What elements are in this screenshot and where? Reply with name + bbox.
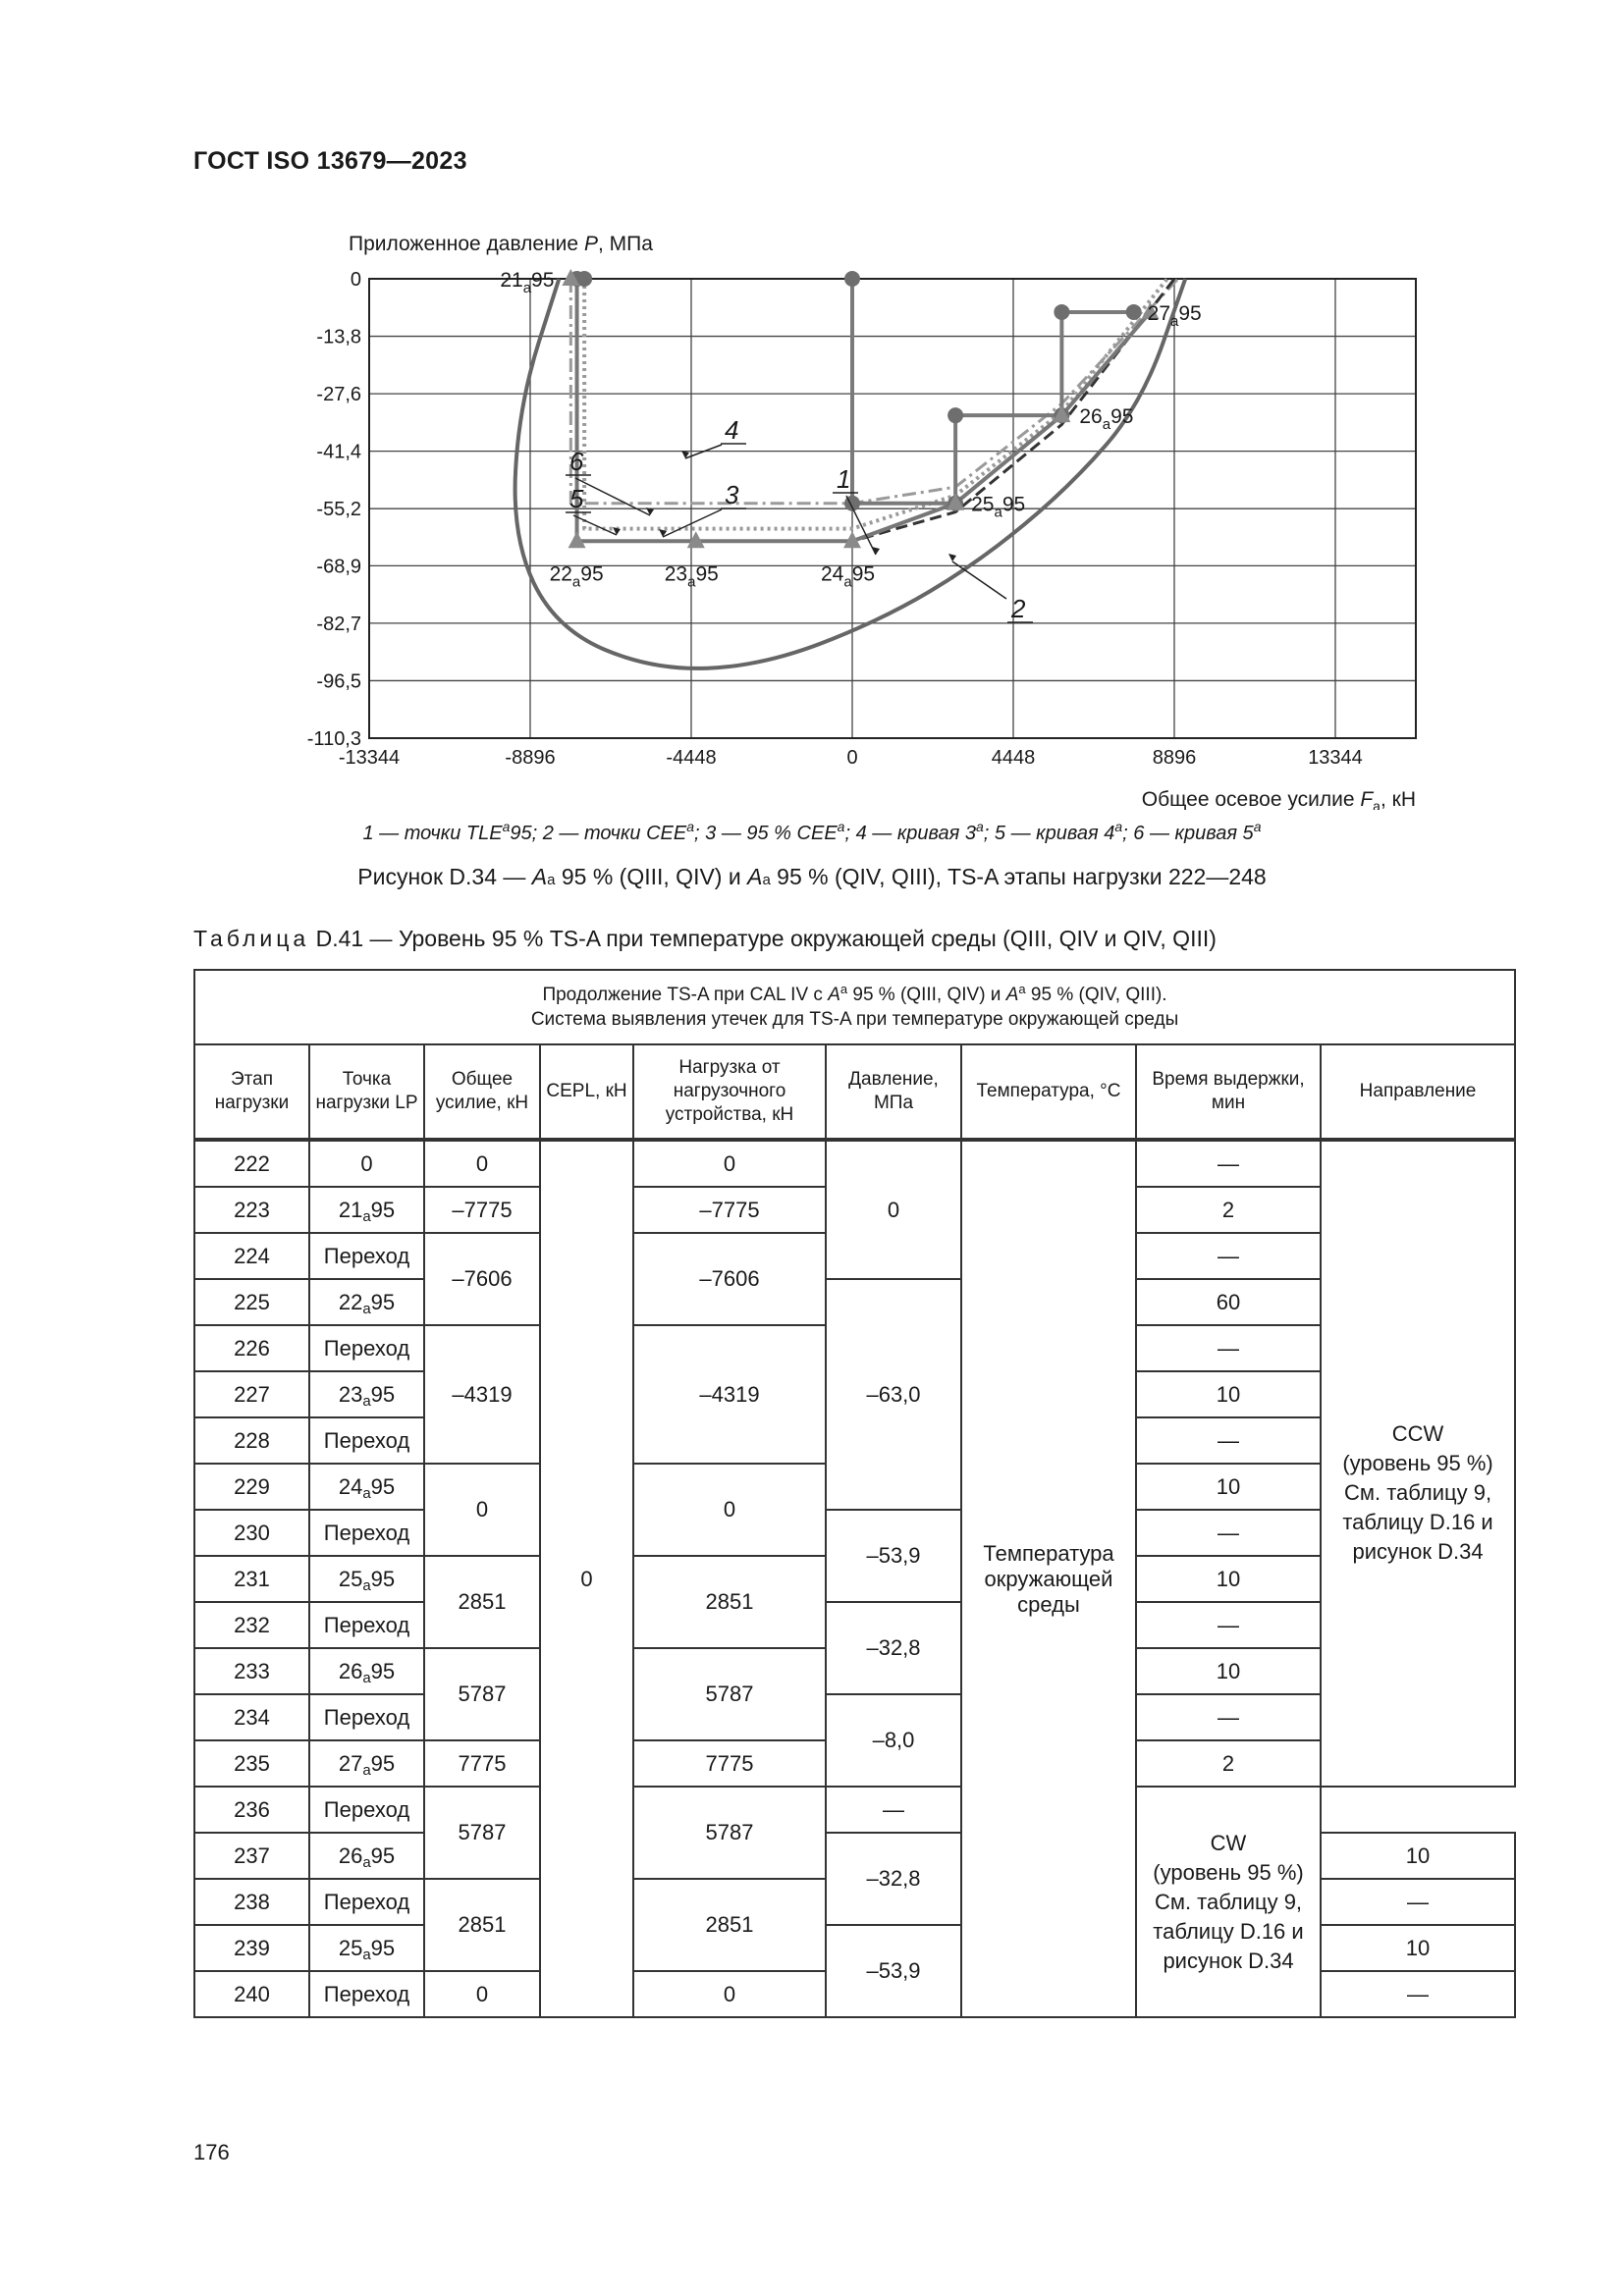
temperature-text: Температура окружающей среды — [983, 1540, 1114, 1617]
load-point-sub: a — [362, 1392, 371, 1410]
load-point-cell — [309, 1556, 424, 1602]
load-point-cell — [309, 1233, 424, 1279]
load-point-sub: a — [362, 1946, 371, 1963]
pressure-cell: –53,9 — [826, 1925, 961, 2017]
legend-number-1: 1 — [362, 823, 374, 844]
load-point-base: 21 — [338, 1197, 363, 1222]
legend-number-6: 6 — [1133, 823, 1145, 844]
total-force-cell: –7606 — [424, 1233, 540, 1325]
load-point-cell — [309, 1740, 424, 1787]
load-point-tail: 95 — [370, 1289, 396, 1314]
legend-text-2: — точки — [553, 823, 647, 844]
direction-cell — [1321, 1140, 1515, 1787]
load-point-sub: a — [362, 1853, 371, 1871]
point-label-sub: a — [1102, 416, 1111, 434]
table-row — [194, 1787, 1515, 1833]
total-force-cell: 0 — [424, 1140, 540, 1187]
load-point-tail: 95 — [370, 1381, 396, 1407]
table-span-header — [194, 970, 1515, 1044]
cepl-cell: 0 — [540, 1140, 633, 2017]
chart — [285, 221, 1424, 810]
load-point-base: 23 — [338, 1381, 363, 1407]
device-load-cell: 5787 — [633, 1787, 826, 1879]
callout-number-2: 2 — [1011, 594, 1026, 623]
point-label-sub: a — [522, 280, 532, 296]
total-force-cell: –4319 — [424, 1325, 540, 1464]
load-point-base: 22 — [338, 1289, 363, 1314]
point-label-sub: a — [843, 573, 852, 591]
load-point-cell — [309, 1187, 424, 1233]
temperature-cell — [961, 1140, 1136, 2017]
chart-svg — [285, 221, 1424, 810]
direction-line: (уровень 95 %) — [1342, 1451, 1493, 1475]
series-line-3 — [584, 279, 1167, 529]
legend-sup-6: a — [1253, 819, 1262, 834]
total-force-cell: 5787 — [424, 1648, 540, 1740]
y-axis-label-unit: , МПа — [597, 233, 653, 255]
hold-time-cell: — — [1136, 1325, 1321, 1371]
load-point-tail: 95 — [370, 1197, 396, 1222]
load-point-sub: a — [362, 1207, 371, 1225]
stage-cell: 237 — [194, 1833, 309, 1879]
load-point-cell — [309, 1694, 424, 1740]
figure-caption-a2: A — [747, 864, 763, 889]
hold-time-cell: — — [1136, 1417, 1321, 1464]
load-point-cell — [309, 1787, 424, 1833]
total-force-cell: 5787 — [424, 1787, 540, 1879]
y-tick-label: -55,2 — [316, 499, 361, 521]
direction-line: рисунок D.34 — [1163, 1948, 1294, 1973]
x-tick-label: 4448 — [991, 747, 1036, 769]
point-label-tail: 95 — [1178, 301, 1202, 325]
hold-time-cell: — — [1136, 1140, 1321, 1187]
load-point-text: Переход — [323, 1520, 410, 1545]
hold-time-cell: 10 — [1321, 1925, 1515, 1971]
legend-text-2b: CEE — [646, 823, 687, 844]
x-tick-label: -4448 — [666, 747, 717, 769]
load-point-text: Переход — [323, 1796, 410, 1822]
legend-text-2c: ; — [694, 823, 706, 844]
tle-point-marker — [947, 407, 963, 423]
direction-line: (уровень 95 %) — [1153, 1859, 1304, 1885]
table-row — [194, 1140, 1515, 1187]
load-point-tail: 95 — [370, 1750, 396, 1776]
point-label-sub: a — [687, 573, 696, 591]
col-header-total-force: Общее усилие, кН — [424, 1044, 540, 1140]
load-point-cell — [309, 1971, 424, 2017]
callout-leader — [573, 515, 617, 535]
direction-cell — [1136, 1787, 1321, 2017]
point-label — [500, 269, 554, 296]
device-load-cell: –4319 — [633, 1325, 826, 1464]
legend-text-4c: ; — [983, 823, 995, 844]
legend-sup-3: a — [837, 819, 845, 834]
load-point-sub: a — [362, 1761, 371, 1779]
device-load-cell: 0 — [633, 1464, 826, 1556]
load-point-text: Переход — [323, 1612, 410, 1637]
point-label-sub: a — [1170, 312, 1179, 330]
stage-cell: 223 — [194, 1187, 309, 1233]
point-label-base: 24 — [821, 562, 844, 586]
span-header-a1-sup: a — [839, 981, 848, 996]
direction-line: См. таблицу 9, — [1154, 1889, 1303, 1914]
figure-legend — [0, 819, 1624, 845]
col-header-stage: Этап нагрузки — [194, 1044, 309, 1140]
load-point-text: Переход — [323, 1981, 410, 2006]
x-axis-label-text: Общее осевое усилие — [1141, 788, 1361, 810]
point-label-tail: 95 — [531, 269, 555, 292]
pressure-cell: –8,0 — [826, 1694, 961, 1787]
figure-caption-mid1: 95 % (QIII, QIV) и — [555, 864, 748, 889]
stage-cell: 231 — [194, 1556, 309, 1602]
hold-time-cell: 60 — [1136, 1279, 1321, 1325]
stage-cell: 228 — [194, 1417, 309, 1464]
point-label-tail: 95 — [1110, 405, 1134, 429]
direction-line: таблицу D.16 и — [1153, 1918, 1304, 1944]
total-force-cell: –7775 — [424, 1187, 540, 1233]
load-point-base: 27 — [338, 1750, 363, 1776]
stage-cell: 230 — [194, 1510, 309, 1556]
y-axis-label-var: P — [583, 233, 598, 255]
device-load-cell: 0 — [633, 1971, 826, 2017]
load-point-sub: a — [362, 1300, 371, 1317]
col-header-device-load: Нагрузка от нагрузочного устройства, кН — [633, 1044, 826, 1140]
y-tick-label: -110,3 — [306, 728, 361, 750]
y-axis-label-text: Приложенное давление — [349, 233, 584, 255]
point-label-base: 26 — [1079, 405, 1103, 429]
hold-time-cell: — — [1321, 1971, 1515, 2017]
legend-text-3: — 95 % — [716, 823, 797, 844]
stage-cell: 225 — [194, 1279, 309, 1325]
device-load-cell: –7606 — [633, 1233, 826, 1325]
legend-number-2: 2 — [542, 823, 554, 844]
tle-point-marker — [1054, 304, 1069, 320]
span-header-a2-sup: a — [1018, 981, 1026, 996]
figure-caption-mid2: 95 % (QIV, QIII), TS-A этапы нагрузки 222—248 — [770, 864, 1267, 889]
load-point-cell — [309, 1602, 424, 1648]
table-row — [194, 1694, 1515, 1740]
pressure-cell: –53,9 — [826, 1510, 961, 1602]
hold-time-cell: — — [1136, 1602, 1321, 1648]
load-point-sub: a — [362, 1576, 371, 1594]
table-caption-word: Таблица — [193, 926, 310, 951]
figure-caption-a1-sup: a — [547, 872, 556, 888]
pressure-cell: 0 — [826, 1140, 961, 1279]
load-point-cell — [309, 1417, 424, 1464]
load-point-tail: 95 — [370, 1842, 396, 1868]
total-force-cell: 0 — [424, 1971, 540, 2017]
callout-number-4: 4 — [725, 415, 739, 445]
hold-time-cell: 10 — [1136, 1464, 1321, 1510]
tle-point-marker — [1126, 304, 1142, 320]
figure-caption-prefix: Рисунок D.34 — — [357, 864, 532, 889]
page-number: 176 — [193, 2140, 230, 2164]
device-load-cell: 0 — [633, 1140, 826, 1187]
table-row — [194, 1510, 1515, 1556]
table-caption — [193, 926, 1217, 952]
legend-sup-1: a — [502, 819, 511, 834]
load-point-text: Переход — [323, 1243, 410, 1268]
load-point-cell — [309, 1648, 424, 1694]
stage-cell: 239 — [194, 1925, 309, 1971]
x-axis-label — [1142, 788, 1416, 810]
point-label-tail: 95 — [695, 562, 719, 586]
load-point-cell — [309, 1371, 424, 1417]
legend-text-3c: ; — [844, 823, 856, 844]
span-header-line1c: 95 % (QIV, QIII). — [1025, 984, 1167, 1005]
figure-caption-a2-sup: a — [762, 872, 771, 888]
table-row — [194, 1602, 1515, 1648]
stage-cell: 229 — [194, 1464, 309, 1510]
col-header-load-point: Точка нагрузки LP — [309, 1044, 424, 1140]
point-label — [821, 562, 875, 590]
legend-number-3: 3 — [705, 823, 717, 844]
span-header-line2: Система выявления утечек для TS-A при температуре окружающей среды — [530, 1008, 1179, 1030]
point-label-tail: 95 — [580, 562, 604, 586]
load-point-cell — [309, 1325, 424, 1371]
series-line-1 — [852, 279, 1134, 504]
load-point-tail: 95 — [370, 1935, 396, 1960]
load-point-text: 0 — [360, 1150, 373, 1176]
hold-time-cell: — — [1136, 1233, 1321, 1279]
stage-cell: 224 — [194, 1233, 309, 1279]
direction-line: См. таблицу 9, — [1343, 1480, 1492, 1505]
table-row — [194, 1279, 1515, 1325]
pressure-cell: –32,8 — [826, 1602, 961, 1694]
stage-cell: 234 — [194, 1694, 309, 1740]
stage-cell: 235 — [194, 1740, 309, 1787]
x-tick-label: -8896 — [505, 747, 556, 769]
point-label-base: 21 — [500, 269, 523, 292]
total-force-cell: 2851 — [424, 1556, 540, 1648]
hold-time-cell: 2 — [1136, 1187, 1321, 1233]
total-force-cell: 2851 — [424, 1879, 540, 1971]
hold-time-cell: — — [826, 1787, 961, 1833]
callout-leader — [952, 561, 1006, 599]
y-tick-label: -68,9 — [316, 556, 361, 578]
col-header-direction: Направление — [1321, 1044, 1515, 1140]
point-label-sub: a — [571, 573, 581, 591]
direction-line: таблицу D.16 и — [1342, 1510, 1493, 1534]
load-point-cell — [309, 1879, 424, 1925]
x-tick-label: 8896 — [1152, 747, 1197, 769]
callout-leader — [575, 478, 650, 515]
hold-time-cell: 10 — [1321, 1833, 1515, 1879]
direction-line: CCW — [1391, 1421, 1444, 1446]
callout-arrowhead — [948, 554, 956, 561]
load-point-text: Переход — [323, 1889, 410, 1914]
legend-text-3b: CEE — [796, 823, 838, 844]
point-label-tail: 95 — [1001, 493, 1026, 516]
load-point-text: Переход — [323, 1335, 410, 1361]
point-label — [971, 494, 1025, 521]
col-header-temperature: Температура, °С — [961, 1044, 1136, 1140]
x-tick-label: -13344 — [338, 747, 401, 769]
y-tick-label: -13,8 — [316, 326, 361, 348]
span-header-a2: A — [1005, 984, 1019, 1005]
load-point-base: 25 — [338, 1566, 363, 1591]
device-load-cell: 2851 — [633, 1879, 826, 1971]
y-tick-label: 0 — [350, 269, 361, 291]
legend-text-5: — кривая 4 — [1005, 823, 1115, 844]
legend-number-5: 5 — [994, 823, 1006, 844]
y-tick-label: -27,6 — [316, 384, 361, 406]
callout-number-1: 1 — [837, 464, 851, 494]
x-axis-label-var: F — [1360, 788, 1374, 810]
hold-time-cell: — — [1136, 1510, 1321, 1556]
direction-line: CW — [1210, 1830, 1247, 1855]
col-header-pressure: Давление, МПа — [826, 1044, 961, 1140]
x-tick-label: 0 — [846, 747, 858, 769]
point-label-sub: a — [994, 504, 1002, 521]
span-header-line1b: 95 % (QIII, QIV) и — [847, 984, 1006, 1005]
load-point-text: Переход — [323, 1704, 410, 1730]
pressure-cell: –63,0 — [826, 1279, 961, 1510]
load-point-sub: a — [362, 1484, 371, 1502]
legend-text-6: — кривая 5 — [1144, 823, 1254, 844]
load-point-cell — [309, 1279, 424, 1325]
document-header: ГОСТ ISO 13679—2023 — [193, 147, 467, 175]
stage-cell: 236 — [194, 1787, 309, 1833]
load-point-base: 25 — [338, 1935, 363, 1960]
tle-point-marker — [844, 271, 860, 287]
stage-cell: 226 — [194, 1325, 309, 1371]
point-label — [1079, 405, 1133, 433]
point-label-base: 25 — [971, 493, 995, 516]
col-header-hold-time: Время выдержки, мин — [1136, 1044, 1321, 1140]
y-axis-label — [349, 233, 653, 255]
load-point-cell — [309, 1464, 424, 1510]
x-tick-label: 13344 — [1308, 747, 1363, 769]
stage-cell: 240 — [194, 1971, 309, 2017]
hold-time-cell: — — [1321, 1879, 1515, 1925]
point-label — [550, 562, 604, 590]
callout-number-3: 3 — [725, 480, 739, 509]
device-load-cell: 2851 — [633, 1556, 826, 1648]
stage-cell: 227 — [194, 1371, 309, 1417]
load-point-sub: a — [362, 1669, 371, 1686]
y-tick-label: -82,7 — [316, 613, 361, 635]
load-point-tail: 95 — [370, 1658, 396, 1683]
y-tick-label: -41,4 — [316, 441, 361, 463]
load-point-cell — [309, 1833, 424, 1879]
hold-time-cell: 10 — [1136, 1556, 1321, 1602]
legend-number-4: 4 — [855, 823, 867, 844]
load-point-tail: 95 — [370, 1566, 396, 1591]
legend-text-5c: ; — [1122, 823, 1134, 844]
load-point-cell — [309, 1510, 424, 1556]
load-point-text: Переход — [323, 1427, 410, 1453]
load-point-base: 24 — [338, 1473, 363, 1499]
hold-time-cell: 10 — [1136, 1648, 1321, 1694]
callout-number-6: 6 — [569, 447, 584, 476]
legend-sup-4: a — [976, 819, 984, 834]
figure-caption — [0, 864, 1624, 890]
point-label-tail: 95 — [851, 562, 876, 586]
x-axis-label-sub: a — [1373, 798, 1380, 810]
pressure-cell: –32,8 — [826, 1833, 961, 1925]
hold-time-cell: — — [1136, 1694, 1321, 1740]
load-point-cell — [309, 1925, 424, 1971]
stage-cell: 232 — [194, 1602, 309, 1648]
callout-number-5: 5 — [569, 484, 584, 513]
legend-sup-5: a — [1114, 819, 1123, 834]
load-point-base: 26 — [338, 1658, 363, 1683]
device-load-cell: –7775 — [633, 1187, 826, 1233]
legend-text-1b: 95; — [510, 823, 543, 844]
col-header-cepl: CEPL, кН — [540, 1044, 633, 1140]
direction-line: рисунок D.34 — [1352, 1539, 1484, 1564]
load-point-cell — [309, 1140, 424, 1187]
table-caption-text: D.41 — Уровень 95 % TS-A при температуре окружающей среды (QIII, QIV и QIV, QIII) — [309, 926, 1217, 951]
figure-caption-a1: A — [531, 864, 548, 889]
load-steps-table — [193, 969, 1516, 2018]
total-force-cell: 0 — [424, 1464, 540, 1556]
point-label-base: 22 — [549, 562, 572, 586]
load-point-tail: 95 — [370, 1473, 396, 1499]
load-point-base: 26 — [338, 1842, 363, 1868]
callout-leader — [663, 509, 722, 537]
point-label-base: 23 — [664, 562, 688, 586]
x-axis-label-unit: , кН — [1380, 788, 1416, 810]
total-force-cell: 7775 — [424, 1740, 540, 1787]
stage-cell: 233 — [194, 1648, 309, 1694]
stage-cell: 238 — [194, 1879, 309, 1925]
stage-cell: 222 — [194, 1140, 309, 1187]
device-load-cell: 5787 — [633, 1648, 826, 1740]
device-load-cell: 7775 — [633, 1740, 826, 1787]
span-header-a1: A — [828, 984, 840, 1005]
legend-text-4: — кривая 3 — [866, 823, 976, 844]
hold-time-cell: 10 — [1136, 1371, 1321, 1417]
point-label-base: 27 — [1147, 301, 1171, 325]
legend-sup-2: a — [686, 819, 695, 834]
span-header-line1a: Продолжение TS-A при CAL IV с — [542, 984, 829, 1005]
y-tick-label: -96,5 — [316, 670, 361, 693]
legend-text-1: — точки TLE — [373, 823, 503, 844]
hold-time-cell: 2 — [1136, 1740, 1321, 1787]
